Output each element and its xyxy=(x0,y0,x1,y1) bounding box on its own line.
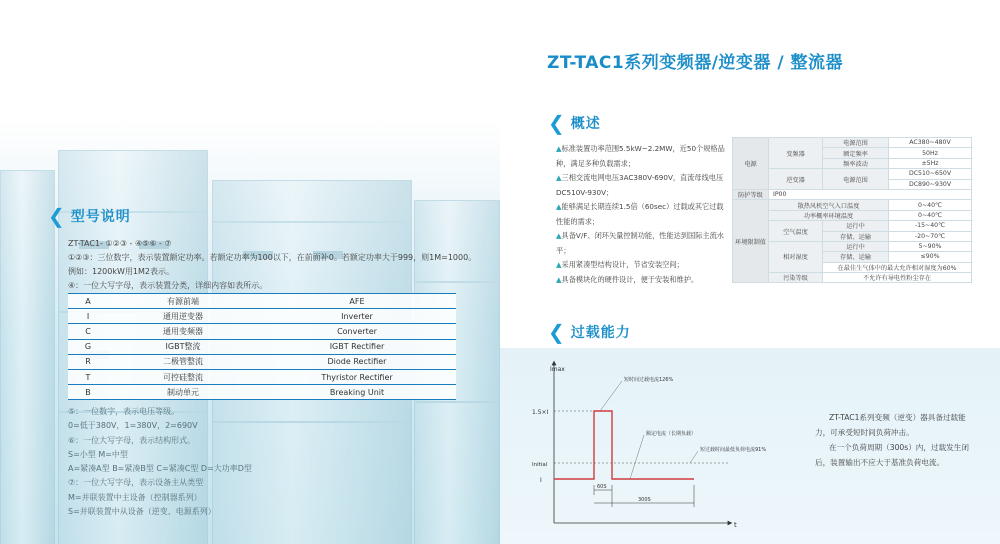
overview-section-header xyxy=(548,113,601,133)
model-line: S=小型 M=中型 xyxy=(68,449,128,459)
overload-diagram xyxy=(530,355,770,535)
model-table xyxy=(68,293,456,400)
overview-section-title: 概述 xyxy=(570,116,601,132)
spec-cell: 频率波动 xyxy=(823,158,889,168)
spec-cell: 50Hz xyxy=(889,148,972,158)
spec-cell: 污染等级 xyxy=(769,273,823,283)
y-label-i: I xyxy=(540,477,542,484)
overview-item: ▲采用紧凑型结构设计，节省安装空间； xyxy=(556,260,684,269)
overview-item: ▲能够满足长期连续1.5倍（60sec）过载或其它过载性能的需求； xyxy=(556,202,724,226)
overview-item: ▲标准装置功率范围5.5kW~2.2MW，近50个规格品种，满足多种负载需求； xyxy=(556,144,725,168)
model-table-cell: 二极管整流 xyxy=(108,354,258,369)
spec-cell: 散热风机空气入口温度 xyxy=(769,200,889,210)
model-line: ZT-TAC1- ①②③ - ④⑤⑥ - ⑦ xyxy=(68,239,172,248)
model-table-row xyxy=(68,385,456,400)
model-table-row xyxy=(68,339,456,354)
model-table-cell: Thyristor Rectifier xyxy=(258,369,456,384)
spec-cell: 5~90% xyxy=(889,241,972,251)
model-line: ①②③：三位数字，表示装置额定功率。若额定功率为100以下，在前面补0。若额定功率大于999，则1M=1000。 xyxy=(68,253,477,262)
model-table-row xyxy=(68,294,456,309)
triangle-bullet-icon: ▲ xyxy=(556,274,562,284)
model-line: A=紧凑A型 B=紧凑B型 C=紧凑C型 D=大功率D型 xyxy=(68,464,252,474)
label-60s: 60S xyxy=(597,484,607,490)
spec-cell: 防护等级 xyxy=(733,189,769,199)
spec-cell: -15~40℃ xyxy=(889,221,972,231)
overload-section-title: 过载能力 xyxy=(570,325,631,341)
spec-cell: 存储、运输 xyxy=(823,252,889,262)
spec-cell: DC890~930V xyxy=(889,179,972,189)
spec-cell: DC510~650V xyxy=(889,169,972,179)
model-description xyxy=(68,237,478,293)
load-profile-line xyxy=(554,411,697,479)
model-section-header xyxy=(48,206,131,226)
model-table-cell: IGBT整流 xyxy=(108,339,258,354)
model-table-cell: C xyxy=(68,324,108,339)
spec-cell: IP00 xyxy=(769,189,972,199)
model-table-cell: Breaking Unit xyxy=(258,385,456,400)
model-table-cell: AFE xyxy=(258,294,456,309)
spec-cell: 0~40℃ xyxy=(889,210,972,220)
model-table-cell: 制动单元 xyxy=(108,385,258,400)
overload-paragraph: 在一个负荷周期（300s）内，过载发生闭后，装置输出不应大于基准负荷电流。 xyxy=(815,443,969,467)
spec-cell: 在最佳生气体中的最大允许相对湿度为60% xyxy=(823,262,972,272)
y-label-imax: Imax xyxy=(550,366,565,373)
spec-cell: ±5Hz xyxy=(889,158,972,168)
triangle-bullet-icon: ▲ xyxy=(556,260,562,269)
model-line: 例如：1200kW用1M2表示。 xyxy=(68,267,174,276)
model-table-row xyxy=(68,324,456,339)
spec-cell: 变频器 xyxy=(769,138,823,169)
spec-cell: 电源范围 xyxy=(823,169,889,190)
triangle-bullet-icon: ▲ xyxy=(556,231,562,240)
model-table-cell: 通用逆变器 xyxy=(108,309,258,324)
model-line: ⑤：一位数字，表示电压等级。 xyxy=(68,407,180,416)
model-table-cell: Converter xyxy=(258,324,456,339)
spec-table xyxy=(732,137,972,283)
spec-cell: 环境限制值 xyxy=(733,200,769,283)
model-table-cell: B xyxy=(68,385,108,400)
peak-note: 短时间过载电流126% xyxy=(624,377,674,383)
page-title: ZT-TAC1系列变频器/逆变器 / 整流器 xyxy=(547,53,843,73)
model-line: ⑥：一位大写字母，表示结构形式。 xyxy=(68,435,196,445)
chevron-left-icon: ❮ xyxy=(48,204,65,228)
overview-item: ▲具备模块化的硬件设计，便于安装和维护。 xyxy=(556,274,699,284)
base-note: 短过载时间最低负荷电流91% xyxy=(700,447,767,453)
spec-cell: AC380~480V xyxy=(889,138,972,148)
model-table-cell: Inverter xyxy=(258,309,456,324)
model-line: S=并联装置中从设备（逆变、电源系列） xyxy=(68,507,216,517)
spec-cell: 不允许有导电性粉尘存在 xyxy=(823,273,972,283)
spec-cell: 额定频率 xyxy=(823,148,889,158)
overload-section-header xyxy=(548,322,631,342)
rated-note: 额定电流（长期负载） xyxy=(646,431,697,437)
model-table-cell: 可控硅整流 xyxy=(108,369,258,384)
model-description-2 xyxy=(68,405,368,519)
model-table-cell: G xyxy=(68,339,108,354)
overview-item: ▲具备V/F、闭环矢量控制功能，性能达到国际主流水平； xyxy=(556,231,724,255)
cabinet-panel xyxy=(0,170,55,544)
chevron-left-icon: ❮ xyxy=(548,320,565,344)
model-table-cell: 有源前端 xyxy=(108,294,258,309)
chevron-left-icon: ❮ xyxy=(548,111,565,135)
spec-cell: ≤90% xyxy=(889,252,972,262)
spec-cell: 电源 xyxy=(733,138,769,190)
spec-cell: 电源范围 xyxy=(823,138,889,148)
model-table-cell: I xyxy=(68,309,108,324)
y-label-initial: Initial xyxy=(532,462,548,468)
model-table-cell: Diode Rectifier xyxy=(258,354,456,369)
model-table-cell: A xyxy=(68,294,108,309)
x-label-t: t xyxy=(734,521,737,529)
triangle-bullet-icon: ▲ xyxy=(556,173,562,182)
model-table-cell: T xyxy=(68,369,108,384)
y-label-15: 1.5×I xyxy=(532,409,549,416)
model-table-row xyxy=(68,369,456,384)
model-table-cell: 通用变频器 xyxy=(108,324,258,339)
spec-cell: 逆变器 xyxy=(769,169,823,190)
spec-cell: 运行中 xyxy=(823,241,889,251)
model-line: ⑦：一位大写字母，表示设备主从类型 xyxy=(68,478,204,488)
overview-item: ▲三相交流电网电压3AC380V-690V，直流母线电压DC510V-930V； xyxy=(556,173,724,197)
overview-list xyxy=(556,142,726,287)
model-section-title: 型号说明 xyxy=(70,209,131,225)
spec-cell: 运行中 xyxy=(823,221,889,231)
spec-cell: 空气温度 xyxy=(769,221,823,242)
label-300s: 300S xyxy=(638,497,651,503)
triangle-bullet-icon: ▲ xyxy=(556,202,562,211)
spec-cell: 功率概率环境温度 xyxy=(769,210,889,220)
model-table-row xyxy=(68,309,456,324)
model-line: M=并联装置中主设备（控制器系列） xyxy=(68,492,202,502)
spec-cell: 存储、运输 xyxy=(823,231,889,241)
model-table-row xyxy=(68,354,456,369)
model-table-cell: IGBT Rectifier xyxy=(258,339,456,354)
model-line: ④：一位大写字母，表示装置分类，详细内容如表所示。 xyxy=(68,281,268,290)
spec-cell: 相对湿度 xyxy=(769,241,823,272)
model-line: 0=低于380V，1=380V，2=690V xyxy=(68,421,198,431)
triangle-bullet-icon: ▲ xyxy=(556,144,562,153)
spec-cell: -20~70℃ xyxy=(889,231,972,241)
spec-cell: 0~40℃ xyxy=(889,200,972,210)
overload-description xyxy=(815,410,970,470)
overload-paragraph: ZT-TAC1系列变频（逆变）器具备过载能力，可承受短时间负荷冲击。 xyxy=(815,413,966,437)
model-table-cell: R xyxy=(68,354,108,369)
